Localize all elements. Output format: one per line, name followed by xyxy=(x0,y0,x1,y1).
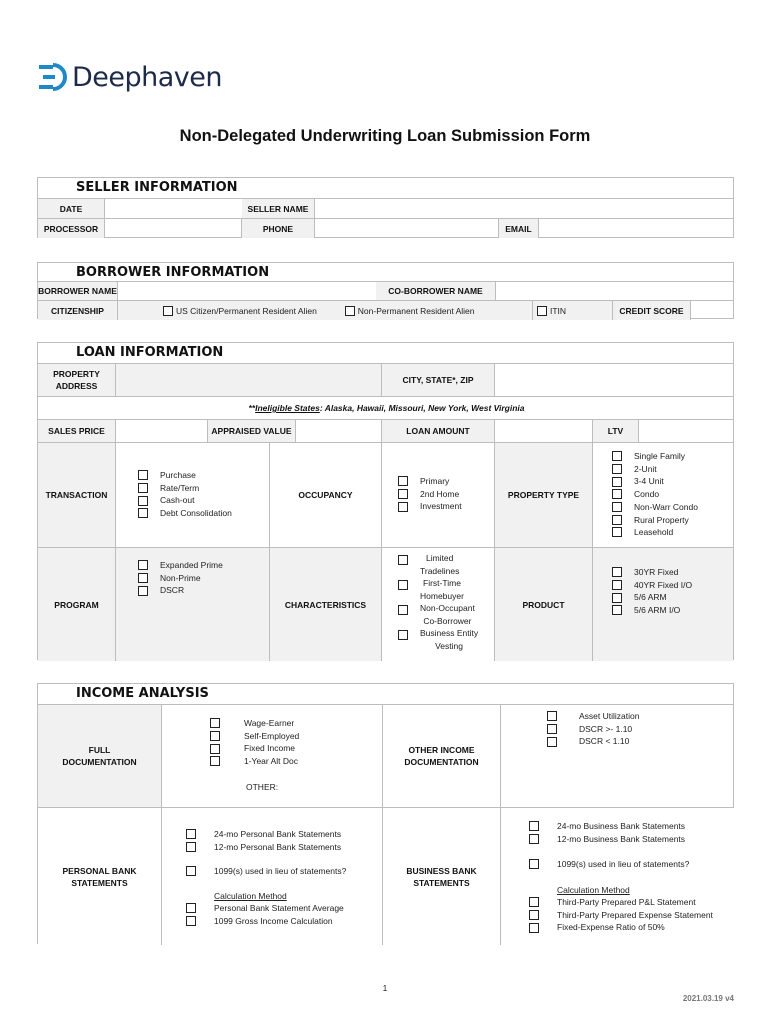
itin-label: ITIN xyxy=(550,305,567,316)
fixed-income-label: Fixed Income xyxy=(244,743,296,754)
thirty-yr-fixed-label: 30YR Fixed xyxy=(634,567,679,578)
property-option xyxy=(612,501,698,514)
five-six-arm-io-label: 5/6 ARM I/O xyxy=(634,605,681,616)
other-income-option xyxy=(547,735,639,748)
second-home-label: 2nd Home xyxy=(420,488,460,499)
transaction-option xyxy=(138,469,232,482)
dscr-lt-checkbox[interactable] xyxy=(547,737,557,747)
single-family-label: Single Family xyxy=(634,451,686,462)
date-label: DATE xyxy=(38,199,105,218)
income-row-bank xyxy=(38,807,733,945)
ltv-label: LTV xyxy=(593,420,639,442)
business-bank-options xyxy=(501,808,735,945)
borrower-section xyxy=(37,262,734,319)
property-type-options xyxy=(593,443,735,547)
loan-row-program xyxy=(38,547,733,661)
processor-label: PROCESSOR xyxy=(38,219,105,238)
citizenship-options xyxy=(118,301,533,320)
characteristic-option xyxy=(398,577,478,602)
property-option xyxy=(612,463,698,476)
dscr-gte-label: DSCR >- 1.10 xyxy=(579,723,633,734)
full-doc-option xyxy=(210,730,299,743)
brand-name: Deephaven xyxy=(72,61,223,93)
other-income-options xyxy=(501,705,735,807)
thirty-yr-fixed-checkbox[interactable] xyxy=(612,567,622,577)
business-calc-option xyxy=(529,921,713,934)
dscr-checkbox[interactable] xyxy=(138,586,148,596)
other-label: OTHER: xyxy=(246,782,279,792)
personal-bank-label-1: PERSONAL BANK xyxy=(62,865,137,876)
five-six-arm-io-checkbox[interactable] xyxy=(612,605,622,615)
personal-calc-option xyxy=(186,915,344,928)
full-doc-label-2: DOCUMENTATION xyxy=(62,757,137,767)
business-12mo-label: 12-mo Business Bank Statements xyxy=(557,833,686,844)
non-permanent-checkbox[interactable] xyxy=(345,306,355,316)
program-options xyxy=(116,548,270,661)
personal-average-label: Personal Bank Statement Average xyxy=(214,903,344,914)
loan-row-ineligible xyxy=(38,396,733,419)
loan-heading: LOAN INFORMATION xyxy=(76,345,224,360)
transaction-label: TRANSACTION xyxy=(38,443,116,547)
occupancy-options xyxy=(382,443,495,547)
income-row-full xyxy=(38,704,733,807)
page-number: 1 xyxy=(382,984,388,993)
product-option xyxy=(612,591,692,604)
itin-checkbox[interactable] xyxy=(537,306,547,316)
program-option xyxy=(138,584,223,597)
cash-out-label: Cash-out xyxy=(160,495,195,506)
business-entity-checkbox[interactable] xyxy=(398,630,408,640)
property-option xyxy=(612,526,698,539)
borrower-name-label: BORROWER NAME xyxy=(38,282,118,300)
dscr-label: DSCR xyxy=(160,585,185,596)
phone-label: PHONE xyxy=(242,219,315,238)
investment-checkbox[interactable] xyxy=(398,502,408,512)
one-year-alt-doc-checkbox[interactable] xyxy=(210,756,220,766)
seller-name-field[interactable] xyxy=(315,199,735,218)
business-24mo-checkbox[interactable] xyxy=(529,821,539,831)
occupancy-option xyxy=(398,500,462,513)
city-state-zip-label: CITY, STATE*, ZIP xyxy=(382,364,495,396)
non-occupant-label: Non-Occupant xyxy=(420,603,475,613)
program-option xyxy=(138,572,223,585)
non-warr-condo-checkbox[interactable] xyxy=(612,502,622,512)
citizenship-label: CITIZENSHIP xyxy=(38,301,118,320)
asset-utilization-checkbox[interactable] xyxy=(547,711,557,721)
business-bank-label-2: STATEMENTS xyxy=(413,877,470,888)
expanded-prime-label: Expanded Prime xyxy=(160,560,223,571)
ltv-field[interactable] xyxy=(639,420,735,442)
appraised-value-field[interactable] xyxy=(296,420,382,442)
co-borrower-name-label: CO-BORROWER NAME xyxy=(376,282,496,300)
property-option xyxy=(612,475,698,488)
ineligible-label: Ineligible States xyxy=(255,403,320,413)
borrower-row-1 xyxy=(38,281,733,300)
debt-consolidation-label: Debt Consolidation xyxy=(160,508,232,519)
five-six-arm-checkbox[interactable] xyxy=(612,593,622,603)
wage-earner-label: Wage-Earner xyxy=(244,718,295,729)
loan-row-transaction xyxy=(38,442,733,547)
seller-name-label: SELLER NAME xyxy=(242,199,315,218)
income-heading: INCOME ANALYSIS xyxy=(76,686,209,701)
income-section xyxy=(37,683,734,944)
personal-average-checkbox[interactable] xyxy=(186,903,196,913)
us-citizen-checkbox[interactable] xyxy=(163,306,173,316)
purchase-label: Purchase xyxy=(160,470,196,481)
personal-calc-option xyxy=(186,902,344,915)
business-calc-option xyxy=(529,896,713,909)
seller-row-2 xyxy=(38,218,733,238)
primary-label: Primary xyxy=(420,476,450,487)
co-borrower-name-field[interactable] xyxy=(496,282,735,300)
program-label: PROGRAM xyxy=(38,548,116,661)
business-1099-label: 1099(s) used in lieu of statements? xyxy=(557,859,690,870)
personal-24mo-checkbox[interactable] xyxy=(186,829,196,839)
personal-1099-label: 1099(s) used in lieu of statements? xyxy=(214,866,347,877)
first-time-homebuyer-checkbox[interactable] xyxy=(398,580,408,590)
gross-1099-checkbox[interactable] xyxy=(186,916,196,926)
three-four-unit-checkbox[interactable] xyxy=(612,477,622,487)
sales-price-label: SALES PRICE xyxy=(38,420,116,442)
third-party-expense-label: Third-Party Prepared Expense Statement xyxy=(557,909,713,920)
condo-checkbox[interactable] xyxy=(612,489,622,499)
one-year-alt-doc-label: 1-Year Alt Doc xyxy=(244,756,299,767)
product-option xyxy=(612,604,692,617)
program-option xyxy=(138,559,223,572)
deephaven-logo-icon xyxy=(38,62,68,92)
ineligible-prefix: ** xyxy=(248,403,256,413)
personal-option xyxy=(186,841,341,854)
investment-label: Investment xyxy=(420,501,462,512)
two-unit-label: 2-Unit xyxy=(634,463,657,474)
characteristic-option xyxy=(398,552,478,577)
form-title: Non-Delegated Underwriting Loan Submission Form xyxy=(179,127,591,145)
limited-tradelines-label: Limited xyxy=(425,553,454,563)
business-1099-checkbox[interactable] xyxy=(529,859,539,869)
asset-utilization-label: Asset Utilization xyxy=(579,711,640,722)
business-entity-label: Business Entity xyxy=(420,628,479,638)
personal-1099-checkbox[interactable] xyxy=(186,866,196,876)
product-options xyxy=(593,548,735,661)
two-unit-checkbox[interactable] xyxy=(612,464,622,474)
borrower-heading: BORROWER INFORMATION xyxy=(76,265,270,280)
other-income-label-1: OTHER INCOME xyxy=(408,745,475,755)
non-warr-condo-label: Non-Warr Condo xyxy=(634,501,698,512)
personal-bank-label xyxy=(38,808,162,945)
non-occupant-label-2: Co-Borrower xyxy=(423,615,472,626)
non-prime-checkbox[interactable] xyxy=(138,573,148,583)
fixed-expense-ratio-checkbox[interactable] xyxy=(529,923,539,933)
fixed-income-checkbox[interactable] xyxy=(210,744,220,754)
dscr-gte-checkbox[interactable] xyxy=(547,724,557,734)
self-employed-label: Self-Employed xyxy=(244,730,300,741)
business-1099-option xyxy=(529,858,689,871)
email-field[interactable] xyxy=(539,219,735,238)
full-doc-label-1: FULL xyxy=(88,745,111,755)
property-address-field[interactable] xyxy=(116,364,382,396)
sales-price-field[interactable] xyxy=(116,420,208,442)
business-entity-label-2: Vesting xyxy=(435,640,463,651)
email-label: EMAIL xyxy=(499,219,539,238)
other-income-label-2: DOCUMENTATION xyxy=(404,757,479,767)
third-party-pl-label: Third-Party Prepared P&L Statement xyxy=(557,897,696,908)
full-doc-option xyxy=(210,755,299,768)
primary-checkbox[interactable] xyxy=(398,476,408,486)
property-type-label: PROPERTY TYPE xyxy=(495,443,593,547)
debt-consolidation-checkbox[interactable] xyxy=(138,508,148,518)
leasehold-label: Leasehold xyxy=(634,527,674,538)
limited-tradelines-label-2: Tradelines xyxy=(420,565,460,576)
full-doc-options xyxy=(162,705,383,807)
self-employed-checkbox[interactable] xyxy=(210,731,220,741)
occupancy-label: OCCUPANCY xyxy=(270,443,382,547)
seller-heading: SELLER INFORMATION xyxy=(76,180,238,195)
transaction-option xyxy=(138,482,232,495)
full-doc-option xyxy=(210,742,299,755)
non-occupant-checkbox[interactable] xyxy=(398,605,408,615)
version-label: 2021.03.19 v4 xyxy=(682,994,734,1003)
expanded-prime-checkbox[interactable] xyxy=(138,560,148,570)
seller-row-1 xyxy=(38,198,733,218)
limited-tradelines-checkbox[interactable] xyxy=(398,555,408,565)
full-doc-option xyxy=(210,717,299,730)
business-12mo-checkbox[interactable] xyxy=(529,834,539,844)
three-four-unit-label: 3-4 Unit xyxy=(634,476,664,487)
personal-option xyxy=(186,828,341,841)
non-prime-label: Non-Prime xyxy=(160,572,201,583)
personal-24mo-label: 24-mo Personal Bank Statements xyxy=(214,829,342,840)
transaction-option xyxy=(138,507,232,520)
single-family-checkbox[interactable] xyxy=(612,451,622,461)
credit-score-label: CREDIT SCORE xyxy=(613,301,691,320)
business-24mo-label: 24-mo Business Bank Statements xyxy=(557,821,686,832)
credit-score-field[interactable] xyxy=(691,301,735,320)
dscr-lt-label: DSCR < 1.10 xyxy=(579,736,630,747)
personal-calc-method-label: Calculation Method xyxy=(214,891,287,901)
loan-row-values xyxy=(38,419,733,442)
business-bank-label-1: BUSINESS BANK xyxy=(406,865,477,876)
full-doc-label xyxy=(38,705,162,807)
us-citizen-label: US Citizen/Permanent Resident Alien xyxy=(176,305,317,316)
business-option xyxy=(529,833,685,846)
personal-bank-label-2: STATEMENTS xyxy=(71,877,128,888)
forty-yr-fixed-io-label: 40YR Fixed I/O xyxy=(634,579,693,590)
property-option xyxy=(612,513,698,526)
business-calc-option xyxy=(529,909,713,922)
rural-property-label: Rural Property xyxy=(634,514,689,525)
characteristics-options xyxy=(382,548,495,661)
product-option xyxy=(612,566,692,579)
business-bank-label xyxy=(383,808,501,945)
city-state-zip-field[interactable] xyxy=(495,364,735,396)
business-calc-method-label: Calculation Method xyxy=(557,885,630,895)
forty-yr-fixed-io-checkbox[interactable] xyxy=(612,580,622,590)
phone-field[interactable] xyxy=(315,219,499,238)
first-time-label-2: Homebuyer xyxy=(420,590,464,601)
fixed-expense-ratio-label: Fixed-Expense Ratio of 50% xyxy=(557,922,665,933)
five-six-arm-label: 5/6 ARM xyxy=(634,592,667,603)
other-income-label xyxy=(383,705,501,807)
personal-1099-option xyxy=(186,865,346,878)
borrower-row-2 xyxy=(38,300,733,320)
first-time-label: First-Time xyxy=(423,578,461,588)
borrower-name-field[interactable] xyxy=(118,282,418,300)
seller-section xyxy=(37,177,734,238)
transaction-option xyxy=(138,494,232,507)
ineligible-states-note xyxy=(38,397,735,419)
third-party-pl-checkbox[interactable] xyxy=(529,897,539,907)
purchase-checkbox[interactable] xyxy=(138,470,148,480)
leasehold-checkbox[interactable] xyxy=(612,527,622,537)
ineligible-list: : Alaska, Hawaii, Missouri, New York, West Virginia xyxy=(319,403,525,413)
product-option xyxy=(612,579,692,592)
non-permanent-label: Non-Permanent Resident Alien xyxy=(357,305,475,316)
other-income-option xyxy=(547,710,639,723)
occupancy-option xyxy=(398,475,462,488)
personal-12mo-label: 12-mo Personal Bank Statements xyxy=(214,841,342,852)
business-option xyxy=(529,820,685,833)
brand-logo xyxy=(38,60,222,94)
rate-term-label: Rate/Term xyxy=(160,482,200,493)
characteristic-option xyxy=(398,602,478,627)
product-label: PRODUCT xyxy=(495,548,593,661)
loan-section xyxy=(37,342,734,660)
personal-12mo-checkbox[interactable] xyxy=(186,842,196,852)
loan-row-address xyxy=(38,363,733,396)
processor-field[interactable] xyxy=(105,219,242,238)
rural-property-checkbox[interactable] xyxy=(612,515,622,525)
appraised-value-label: APPRAISED VALUE xyxy=(208,420,296,442)
property-option xyxy=(612,450,698,463)
loan-amount-field[interactable] xyxy=(495,420,593,442)
condo-label: Condo xyxy=(634,489,660,500)
characteristics-label: CHARACTERISTICS xyxy=(270,548,382,661)
personal-bank-options xyxy=(162,808,383,945)
property-address-label: PROPERTY ADDRESS xyxy=(38,364,116,396)
characteristic-option xyxy=(398,627,478,652)
property-option xyxy=(612,488,698,501)
transaction-options xyxy=(116,443,270,547)
gross-1099-label: 1099 Gross Income Calculation xyxy=(214,915,333,926)
wage-earner-checkbox[interactable] xyxy=(210,718,220,728)
second-home-checkbox[interactable] xyxy=(398,489,408,499)
rate-term-checkbox[interactable] xyxy=(138,483,148,493)
other-income-option xyxy=(547,723,639,736)
occupancy-option xyxy=(398,488,462,501)
itin-option xyxy=(533,301,613,320)
loan-amount-label: LOAN AMOUNT xyxy=(382,420,495,442)
third-party-expense-checkbox[interactable] xyxy=(529,910,539,920)
cash-out-checkbox[interactable] xyxy=(138,496,148,506)
